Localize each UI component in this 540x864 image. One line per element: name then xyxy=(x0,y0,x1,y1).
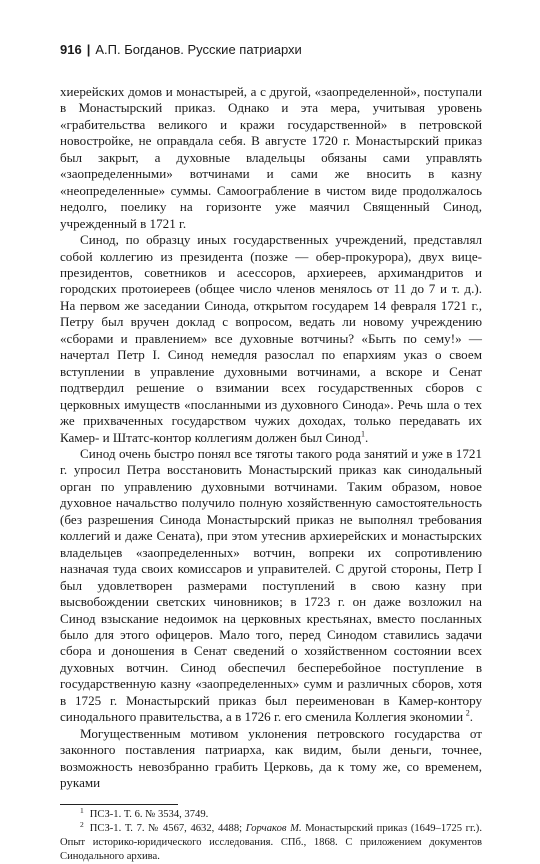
running-head xyxy=(60,40,482,60)
header-separator: | xyxy=(86,42,91,57)
paragraph-1: хиерейских домов и монастырей, а с другой, «заопределенной», поступали в Монастырский приказ. Однако и эта мера, учитывая уровень «грабительства великого и кражи государственной» в петровской новостройке, не оправдала себя. В августе 1720 г. Монастырский приказ был закрыт, а духовные владельцы обязаны сами управлять «заопределенными» вотчинами и сами же вносить в казну «неопределенные» суммы. Самоограбление в чистом виде продолжалось недолго, поелику на горизонте уже маячил Священный Синод, учрежденный в 1721 г. xyxy=(60,84,482,231)
paragraph-4: Могущественным мотивом уклонения петровского государства от законного поставления патриарха, как видим, были деньги, точнее, возможность невозбранно грабить Церковь, да к тому же, со временем, руками xyxy=(60,725,482,791)
footnote-1-text: ПСЗ-1. Т. 6. № 3534, 3749. xyxy=(89,809,209,821)
footnote-2 xyxy=(60,819,482,864)
paragraph-3-text: Синод очень быстро понял все тяготы такого рода занятий и уже в 1721 г. упросил Петра восстановить Монастырский приказ как синодальный орган по управлению духовными вотчинами. Таким образом, новое духовное начальство получило полную хозяйственную самостоятельность (без разрешения Синода Монастырский приказ не выполнял требования коллегий и даже Сената), при этом утеснив архиерейских и монастырских владельцев «заопределенных» вотчин, вопреки их сопротивлению назначая туда своих комиссаров и управителей. С другой стороны, Петр I был удовлетворен размерами поступлений в свою казну при высвобождении светских чиновников; в 1723 г. он даже возложил на Синод взыскание недоимок на церковных крестьянах, вместо посланных было для этого офицеров. Мало того, перед Синодом ставились задачи сбора и доношения в Сенат сведений о хозяйственном состоянии всех духовных вотчин. Синод обеспечил бесперебойное поступление в государственную казну «заопределенных» сумм и различных сборов, хотя в 1725 г. Монастырский приказ был переименован в Камер-контору синодального правительства, а в 1726 г. его сменила Коллегия экономии xyxy=(60,445,482,725)
footnote-2-text-before: ПСЗ-1. Т. 7. № 4567, 4632, 4488; xyxy=(89,823,246,835)
footnote-2-author: Горчаков М. xyxy=(245,823,302,835)
body-text xyxy=(60,84,482,791)
footnote-ref-2[interactable]: 2 xyxy=(465,708,470,718)
footnote-1 xyxy=(60,805,482,822)
paragraph-3: Синод очень быстро понял все тяготы такого рода занятий и уже в 1721 г. упросил Петра восстановить Монастырский приказ как синодальный орган по управлению духовными вотчинами. Таким образом, новое духовное начальство получило полную хозяйственную самостоятельность (без разрешения Синода Монастырский приказ не выполнял требования коллегий и даже Сената), при этом утеснив архиерейских и монастырских владельцев «заопределенных» вотчин, вопреки их сопротивлению назначая туда своих комиссаров и управителей. С другой стороны, Петр I был удовлетворен размерами поступлений в свою казну при высвобождении светских чиновников; в 1723 г. он даже возложил на Синод взыскание недоимок на церковных крестьянах, вместо посланных было для этого офицеров. Мало того, перед Синодом ставились задачи сбора и доношения в Сенат сведений о хозяйственном состоянии всех духовных вотчин. Синод обеспечил бесперебойное поступление в государственную казну «заопределенных» сумм и различных сборов, хотя в 1725 г. Монастырский приказ был переименован в Камер-контору синодального правительства, а в 1726 г. его сменила Коллегия экономии $^2$. xyxy=(60,445,482,725)
paragraph-2: Синод, по образцу иных государственных учреждений, представлял собой коллегию из президента (позже — обер-прокурора), двух вице-президентов, советников и асессоров, архиереев, архимандритов и городских протоиереев (общее число членов менялось от 11 до 7 и т. д.). На первом же заседании Синода, открытом государем 14 февраля 1721 г., Петру был вручен доклад с вопросом, ведать ли новому учреждению «сборами и правлением» все духовные вотчины? «Быть по сему!» — начертал Петр I. Синод немедля разослал по епархиям указ о своем вступлении в управление духовными вотчинами, а вскоре и Сенат подтвердил решение о взимании всех государственных сборов с церковных имуществ «посланными из духовного Синода». Речь шла о тех же прихваченных государством чужих доходах, только передавать их Камер- и Штатс-контор коллегиям должен был Синод$^1$. xyxy=(60,232,482,445)
footnote-1-mark: 1 xyxy=(80,805,84,815)
footnote-2-text-after: Монастырский приказ (1649–1725 гг.). Опыт историко-юридического исследования. СПб., 1868. С приложением документов Синодального архива. xyxy=(60,823,482,863)
page-number: 916 xyxy=(60,42,82,57)
footnotes xyxy=(60,805,482,864)
footnote-2-mark: 2 xyxy=(80,819,84,829)
footnote-rule xyxy=(60,804,178,805)
book-page xyxy=(60,40,482,864)
running-title: А.П. Богданов. Русские патриархи xyxy=(95,42,302,57)
footnote-ref-1[interactable]: 1 xyxy=(361,429,366,439)
paragraph-2-text: Синод, по образцу иных государственных учреждений, представлял собой коллегию из президента (позже — обер-прокурора), двух вице-президентов, советников и асессоров, архиереев, архимандритов и городских протоиереев (общее число членов менялось от 11 до 7 и т. д.). На первом же заседании Синода, открытом государем 14 февраля 1721 г., Петру был вручен доклад с вопросом, ведать ли новому учреждению «сборами и правлением» все духовные вотчины? «Быть по сему!» — начертал Петр I. Синод немедля разослал по епархиям указ о своем вступлении в управление духовными вотчинами, а вскоре и Сенат подтвердил решение о взимании всех государственных сборов с церковных имуществ «посланными из духовного Синода». Речь шла о тех же прихваченных государством чужих доходах, только передавать их Камер- и Штатс-контор коллегиям должен был Синод xyxy=(60,232,482,445)
